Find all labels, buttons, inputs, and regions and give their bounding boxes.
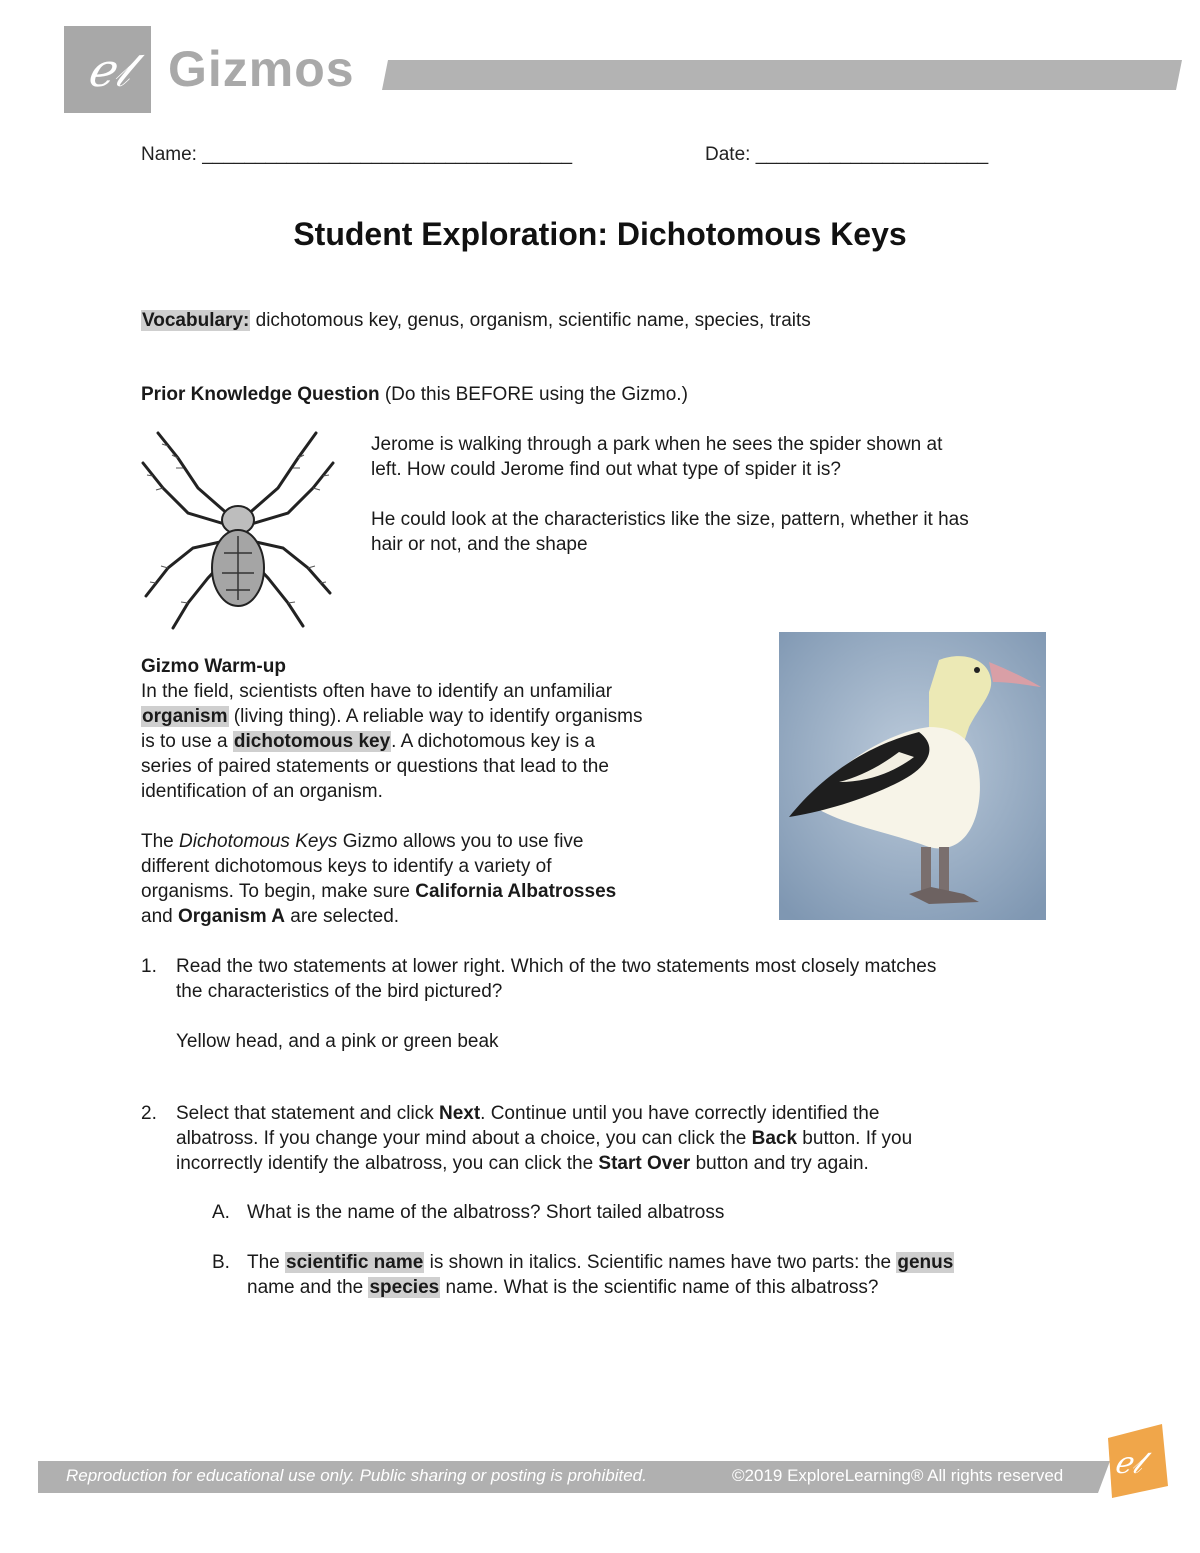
- question-text: button. If you: [797, 1128, 913, 1149]
- warmup-line: [141, 729, 741, 754]
- question-text: name. What is the scientific name of this albatross?: [440, 1277, 879, 1298]
- warmup-text: Gizmo allows you to use five: [337, 831, 584, 852]
- warmup-text: The: [141, 831, 180, 852]
- selection-organism-a: Organism A: [177, 906, 285, 927]
- warmup-text: (living thing). A reliable way to identify organisms: [228, 706, 643, 727]
- prior-knowledge-note: (Do this BEFORE using the Gizmo.): [379, 384, 688, 405]
- question-line: the characteristics of the bird pictured?: [176, 981, 503, 1002]
- question-line: [176, 1151, 1076, 1176]
- question-1-number: 1.: [141, 956, 157, 977]
- page-title: Student Exploration: Dichotomous Keys: [293, 216, 907, 252]
- question-line: [176, 1101, 1076, 1126]
- term-organism: organism: [142, 706, 228, 727]
- prior-knowledge-title: Prior Knowledge Question: [141, 384, 380, 405]
- question-text: The: [247, 1252, 286, 1273]
- warmup-heading: Gizmo Warm-up: [141, 656, 286, 677]
- question-line: Jerome is walking through a park when he sees the spider shown at: [371, 434, 943, 455]
- question-line: [247, 1275, 1077, 1300]
- warmup-line: [141, 879, 741, 904]
- question-line: [247, 1250, 1077, 1275]
- subquestion-a: What is the name of the albatross? Short tailed albatross: [247, 1202, 725, 1223]
- term-genus: genus: [897, 1252, 954, 1273]
- prior-knowledge-question: [371, 432, 1061, 557]
- date-field: Date: ______________________: [705, 144, 989, 165]
- next-label: Next: [438, 1103, 481, 1124]
- footer-disclaimer: Reproduction for educational use only. Public sharing or posting is prohibited.: [66, 1466, 647, 1485]
- start-over-label: Start Over: [598, 1153, 691, 1174]
- prior-knowledge-heading: [141, 382, 688, 407]
- warmup-line: identification of an organism.: [141, 781, 383, 802]
- warmup-text: are selected.: [284, 906, 400, 927]
- warmup-line: different dichotomous keys to identify a variety of: [141, 856, 552, 877]
- warmup-text: . A dichotomous key is a: [391, 731, 595, 752]
- warmup-section: [141, 654, 741, 929]
- warmup-text: is to use a: [141, 731, 233, 752]
- question-text: albatross. If you change your mind about a choice, you can click the: [176, 1128, 752, 1149]
- albatross-image: [779, 632, 1046, 920]
- question-text: name and the: [247, 1277, 369, 1298]
- term-species: species: [369, 1277, 440, 1298]
- term-dichotomous-key: dichotomous key: [233, 731, 391, 752]
- footer-logo-glyph: ℯ𝓁: [1114, 1446, 1142, 1481]
- selection-california-albatrosses: California Albatrosses: [415, 881, 617, 902]
- question-text: . Continue until you have correctly identified the: [480, 1103, 880, 1124]
- term-scientific-name: scientific name: [286, 1252, 424, 1273]
- answer-line: He could look at the characteristics like the size, pattern, whether it has: [371, 509, 969, 530]
- gizmos-brand: Gizmos: [168, 41, 355, 97]
- vocabulary-label: Vocabulary:: [142, 310, 250, 331]
- question-text: button and try again.: [690, 1153, 869, 1174]
- header-bar: [382, 60, 1182, 90]
- question-line: Read the two statements at lower right. Which of the two statements most closely matches: [176, 956, 937, 977]
- warmup-line: series of paired statements or questions that lead to the: [141, 756, 609, 777]
- question-text: is shown in italics. Scientific names have two parts: the: [424, 1252, 897, 1273]
- answer-line: hair or not, and the shape: [371, 534, 588, 555]
- spider-image: [138, 428, 338, 630]
- question-2: [176, 1101, 1076, 1176]
- footer-copyright: ©2019 ExploreLearning® All rights reserved: [732, 1466, 1064, 1485]
- warmup-line: [141, 704, 741, 729]
- warmup-line: In the field, scientists often have to identify an unfamiliar: [141, 681, 613, 702]
- warmup-line: [141, 904, 741, 929]
- question-1: [176, 954, 1076, 1054]
- question-text: incorrectly identify the albatross, you can click the: [176, 1153, 599, 1174]
- vocabulary-line: [141, 308, 811, 333]
- warmup-text: and: [141, 906, 178, 927]
- el-logo-glyph: ℯ𝓁: [86, 43, 130, 97]
- vocabulary-terms: dichotomous key, genus, organism, scientific name, species, traits: [250, 310, 811, 331]
- subquestion-a-letter: A.: [212, 1202, 230, 1223]
- back-label: Back: [751, 1128, 798, 1149]
- warmup-text: organisms. To begin, make sure: [141, 881, 416, 902]
- explorelearning-footer-logo: [1100, 1420, 1170, 1500]
- warmup-line: [141, 829, 741, 854]
- gizmo-name: Dichotomous Keys: [179, 831, 338, 852]
- subquestion-b-letter: B.: [212, 1252, 230, 1273]
- question-text: Select that statement and click: [176, 1103, 439, 1124]
- question-2-number: 2.: [141, 1103, 157, 1124]
- question-line: left. How could Jerome find out what type of spider it is?: [371, 459, 841, 480]
- subquestion-b: [247, 1250, 1077, 1300]
- name-field: Name: ___________________________________: [141, 144, 573, 165]
- question-1-answer: Yellow head, and a pink or green beak: [176, 1031, 499, 1052]
- question-line: [176, 1126, 1076, 1151]
